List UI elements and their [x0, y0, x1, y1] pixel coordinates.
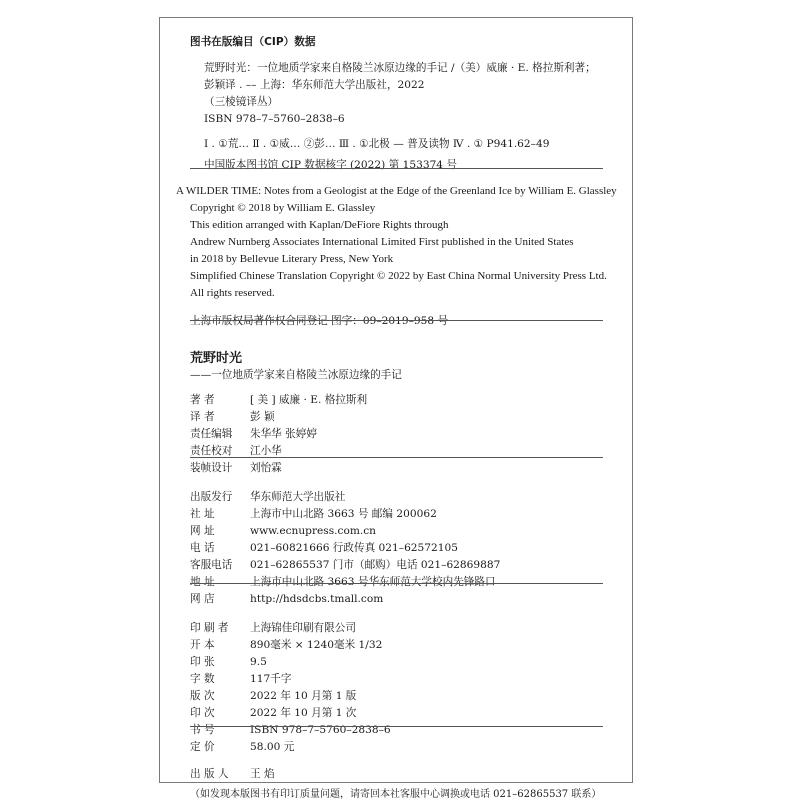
- publisher-row: [190, 489, 620, 506]
- printing-row: [190, 705, 620, 722]
- printing-row: [190, 671, 620, 688]
- credit-value: 江小华: [250, 445, 282, 457]
- printing-row: [190, 739, 620, 756]
- copyright-page: [159, 17, 633, 800]
- divider-rule: [190, 583, 603, 584]
- printing-value: 2022 年 10 月第 1 版: [250, 690, 357, 702]
- english-line: Andrew Nurnberg Associates International Limited First published in the United States: [190, 236, 574, 248]
- publisher-label: 出版发行: [190, 491, 233, 503]
- credit-value: 刘怡霖: [250, 462, 282, 474]
- printing-label: 开 本: [190, 639, 215, 651]
- printing-row: [190, 637, 620, 654]
- credit-row: [190, 460, 620, 477]
- publisher-label: 电 话: [190, 542, 215, 554]
- printing-label: 字 数: [190, 673, 215, 685]
- english-line: All rights reserved.: [190, 287, 275, 299]
- credit-row: [190, 392, 620, 409]
- printing-info: [190, 620, 620, 756]
- printing-value: 上海锦佳印刷有限公司: [250, 622, 356, 634]
- book-subtitle: ——一位地质学家来自格陵兰冰原边缘的手记: [190, 369, 402, 381]
- credits-list: [190, 392, 620, 477]
- printing-label: 印 刷 者: [190, 622, 229, 634]
- credit-row: [190, 426, 620, 443]
- publisher-value: 上海市中山北路 3663 号华东师范大学校内先锋路口: [250, 576, 496, 588]
- publisher-person-label: 出 版 人: [190, 768, 229, 780]
- divider-rule: [190, 457, 603, 458]
- english-line: Simplified Chinese Translation Copyright © 2022 by East China Normal University Press Ltd.: [190, 270, 607, 282]
- publisher-value: 华东师范大学出版社: [250, 491, 346, 503]
- publisher-row: [190, 506, 620, 523]
- publisher-row: [190, 591, 620, 608]
- english-rights: [176, 183, 620, 302]
- cip-line-6: 中国版本图书馆 CIP 数据核字 (2022) 第 153374 号: [204, 159, 458, 171]
- credit-value: [ 美 ] 威廉 · E. 格拉斯利: [250, 394, 368, 406]
- printing-value: 2022 年 10 月第 1 次: [250, 707, 357, 719]
- printing-row: [190, 654, 620, 671]
- cip-header: 图书在版编目（CIP）数据: [190, 36, 316, 48]
- printing-value: 58.00 元: [250, 741, 295, 753]
- printing-value: ISBN 978–7–5760–2838–6: [250, 724, 391, 736]
- credit-label: 装帧设计: [190, 462, 233, 474]
- publisher-person-row: [190, 766, 620, 783]
- quality-footnote: （如发现本版图书有印订质量问题，请寄回本社客服中心调换或电话 021–62865537 联系）: [190, 789, 602, 800]
- publisher-label: 网 店: [190, 593, 215, 605]
- printing-value: 9.5: [250, 656, 267, 668]
- printing-label: 定 价: [190, 741, 215, 753]
- printing-row: [190, 620, 620, 637]
- contract-registration: 上海市版权局著作权合同登记 图字：09–2019–958 号: [190, 315, 449, 327]
- publisher-label: 地 址: [190, 576, 215, 588]
- publisher-row: [190, 523, 620, 540]
- page-content: [176, 34, 620, 803]
- divider-rule: [190, 320, 603, 321]
- english-line: A WILDER TIME: Notes from a Geologist at the Edge of the Greenland Ice by William E. Glassley: [176, 185, 617, 197]
- cip-line-5: Ⅰ . ①荒… Ⅱ . ①威… ②彭… Ⅲ . ①北极 — 普及读物 Ⅳ . ① P941.62–49: [204, 138, 550, 150]
- printing-label: 印 张: [190, 656, 215, 668]
- publisher-value: 021–60821666 行政传真 021–62572105: [250, 542, 458, 554]
- english-line: This edition arranged with Kaplan/DeFiore Rights through: [190, 219, 449, 231]
- publisher-label: 网 址: [190, 525, 215, 537]
- english-line: in 2018 by Bellevue Literary Press, New York: [190, 253, 394, 265]
- publisher-value: www.ecnupress.com.cn: [250, 525, 376, 537]
- publisher-row: [190, 557, 620, 574]
- english-line: Copyright © 2018 by William E. Glassley: [190, 202, 376, 214]
- divider-rule: [190, 726, 603, 727]
- publisher-label: 社 址: [190, 508, 215, 520]
- publisher-person-value: 王 焰: [250, 768, 275, 780]
- credit-value: 朱华华 张婷婷: [250, 428, 317, 440]
- printing-label: 版 次: [190, 690, 215, 702]
- printing-row: [190, 688, 620, 705]
- credit-label: 责任编辑: [190, 428, 233, 440]
- printing-row: [190, 722, 620, 739]
- credit-row: [190, 409, 620, 426]
- credit-value: 彭 颖: [250, 411, 275, 423]
- printing-label: 印 次: [190, 707, 215, 719]
- cip-line-4: ISBN 978–7–5760–2838–6: [204, 113, 345, 125]
- printing-value: 117千字: [250, 673, 292, 685]
- publisher-info: [190, 489, 620, 608]
- publisher-value: http://hdsdcbs.tmall.com: [250, 593, 384, 605]
- divider-rule: [190, 168, 603, 169]
- publisher-label: 客服电话: [190, 559, 233, 571]
- printing-label: 书 号: [190, 724, 215, 736]
- credit-label: 译 者: [190, 411, 215, 423]
- publisher-value: 上海市中山北路 3663 号 邮编 200062: [250, 508, 437, 520]
- cip-line-3: （三棱镜译丛）: [204, 96, 279, 108]
- publisher-value: 021–62865537 门市（邮购）电话 021–62869887: [250, 559, 501, 571]
- credit-label: 著 者: [190, 394, 215, 406]
- cip-line-2: 彭颖译 . –– 上海：华东师范大学出版社，2022: [204, 79, 425, 91]
- printing-value: 890毫米 × 1240毫米 1/32: [250, 639, 383, 651]
- publisher-row: [190, 540, 620, 557]
- cip-line-1: 荒野时光：一位地质学家来自格陵兰冰原边缘的手记 /（美）威廉 · E. 格拉斯利著；: [204, 62, 596, 74]
- credit-label: 责任校对: [190, 445, 233, 457]
- book-title: 荒野时光: [190, 351, 243, 366]
